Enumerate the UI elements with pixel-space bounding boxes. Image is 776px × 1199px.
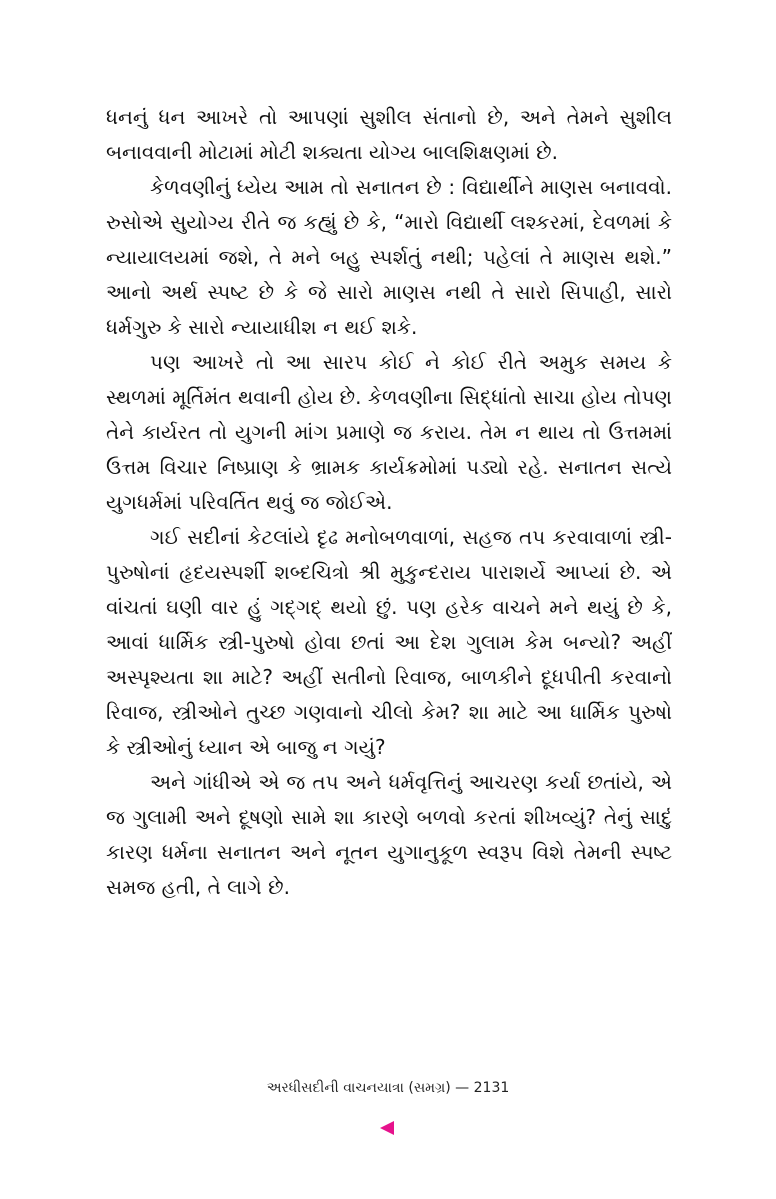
- paragraph-1: ધનનું ધન આખરે તો આપણાં સુશીલ સંતાનો છે, અને તેમને સુશીલ બનાવવાની મોટામાં મોટી શક્યતા યોગ્ય બાલશિક્ષણમાં છે.: [106, 105, 672, 164]
- page-body: [106, 100, 672, 905]
- paragraph-4: ગઈ સદીનાં કેટલાંયે દૃઢ મનોબળવાળાં, સહજ તપ કરવાવાળાં સ્ત્રી-પુરુષોનાં હૃદયસ્પર્શી શબ્દચિત્રો શ્રી મુકુન્દરાય પારાશર્યે આપ્યાં છે. એ વાંચતાં ઘણી વાર હું ગદ્ગદ્ થયો છું. પણ હરેક વાચને મને થયું છે કે, આવાં ધાર્મિક સ્ત્રી-પુરુષો હોવા છતાં આ દેશ ગુલામ કેમ બન્યો? અહીં અસ્પૃશ્યતા શા માટે? અહીં સતીનો રિવાજ, બાળકીને દૂધપીતી કરવાનો રિવાજ, સ્ત્રીઓને તુચ્છ ગણવાનો ચીલો કેમ? શા માટે આ ધાર્મિક પુરુષો કે સ્ત્રીઓનું ધ્યાન એ બાજુ ન ગયું?: [106, 525, 672, 759]
- page-footer: અરધીસદીની વાચનયાત્રા (સમગ્ર) — 2131: [266, 1080, 510, 1096]
- paragraph-5: અને ગાંધીએ એ જ તપ અને ધર્મવૃત્તિનું આચરણ કર્યા છતાંયે, એ જ ગુલામી અને દૂષણો સામે શા કારણે બળવો કરતાં શીખવ્યું? તેનું સાદું કારણ ધર્મના સનાતન અને નૂતન યુગાનુકૂળ સ્વરૂપ વિશે તેમની સ્પષ્ટ સમજ હતી, તે લાગે છે.: [106, 770, 672, 899]
- previous-page-arrow-icon[interactable]: [380, 1121, 394, 1135]
- paragraph-2: કેળવણીનું ધ્યેય આમ તો સનાતન છે : વિદ્યાર્થીને માણસ બનાવવો. રુસોએ સુયોગ્ય રીતે જ કહ્યું છે કે, “મારો વિદ્યાર્થી લશ્કરમાં, દેવળમાં કે ન્યાયાલયમાં જશે, તે મને બહુ સ્પર્શતું નથી; પહેલાં તે માણસ થશે.” આનો અર્થ સ્પષ્ટ છે કે જે સારો માણસ નથી તે સારો સિપાહી, સારો ધર્મગુરુ કે સારો ન્યાયાધીશ ન થઈ શકે.: [106, 175, 672, 339]
- paragraph-3: પણ આખરે તો આ સારપ કોઈ ને કોઈ રીતે અમુક સમય કે સ્થળમાં મૂર્તિમંત થવાની હોય છે. કેળવણીના સિદ્ધાંતો સાચા હોય તોપણ તેને કાર્યરત તો યુગની માંગ પ્રમાણે જ કરાય. તેમ ન થાય તો ઉત્તમમાં ઉત્તમ વિચાર નિષ્પ્રાણ કે ભ્રામક કાર્યક્રમોમાં પડ્યો રહે. સનાતન સત્યે યુગધર્મમાં પરિવર્તિત થવું જ જોઈએ.: [106, 350, 672, 514]
